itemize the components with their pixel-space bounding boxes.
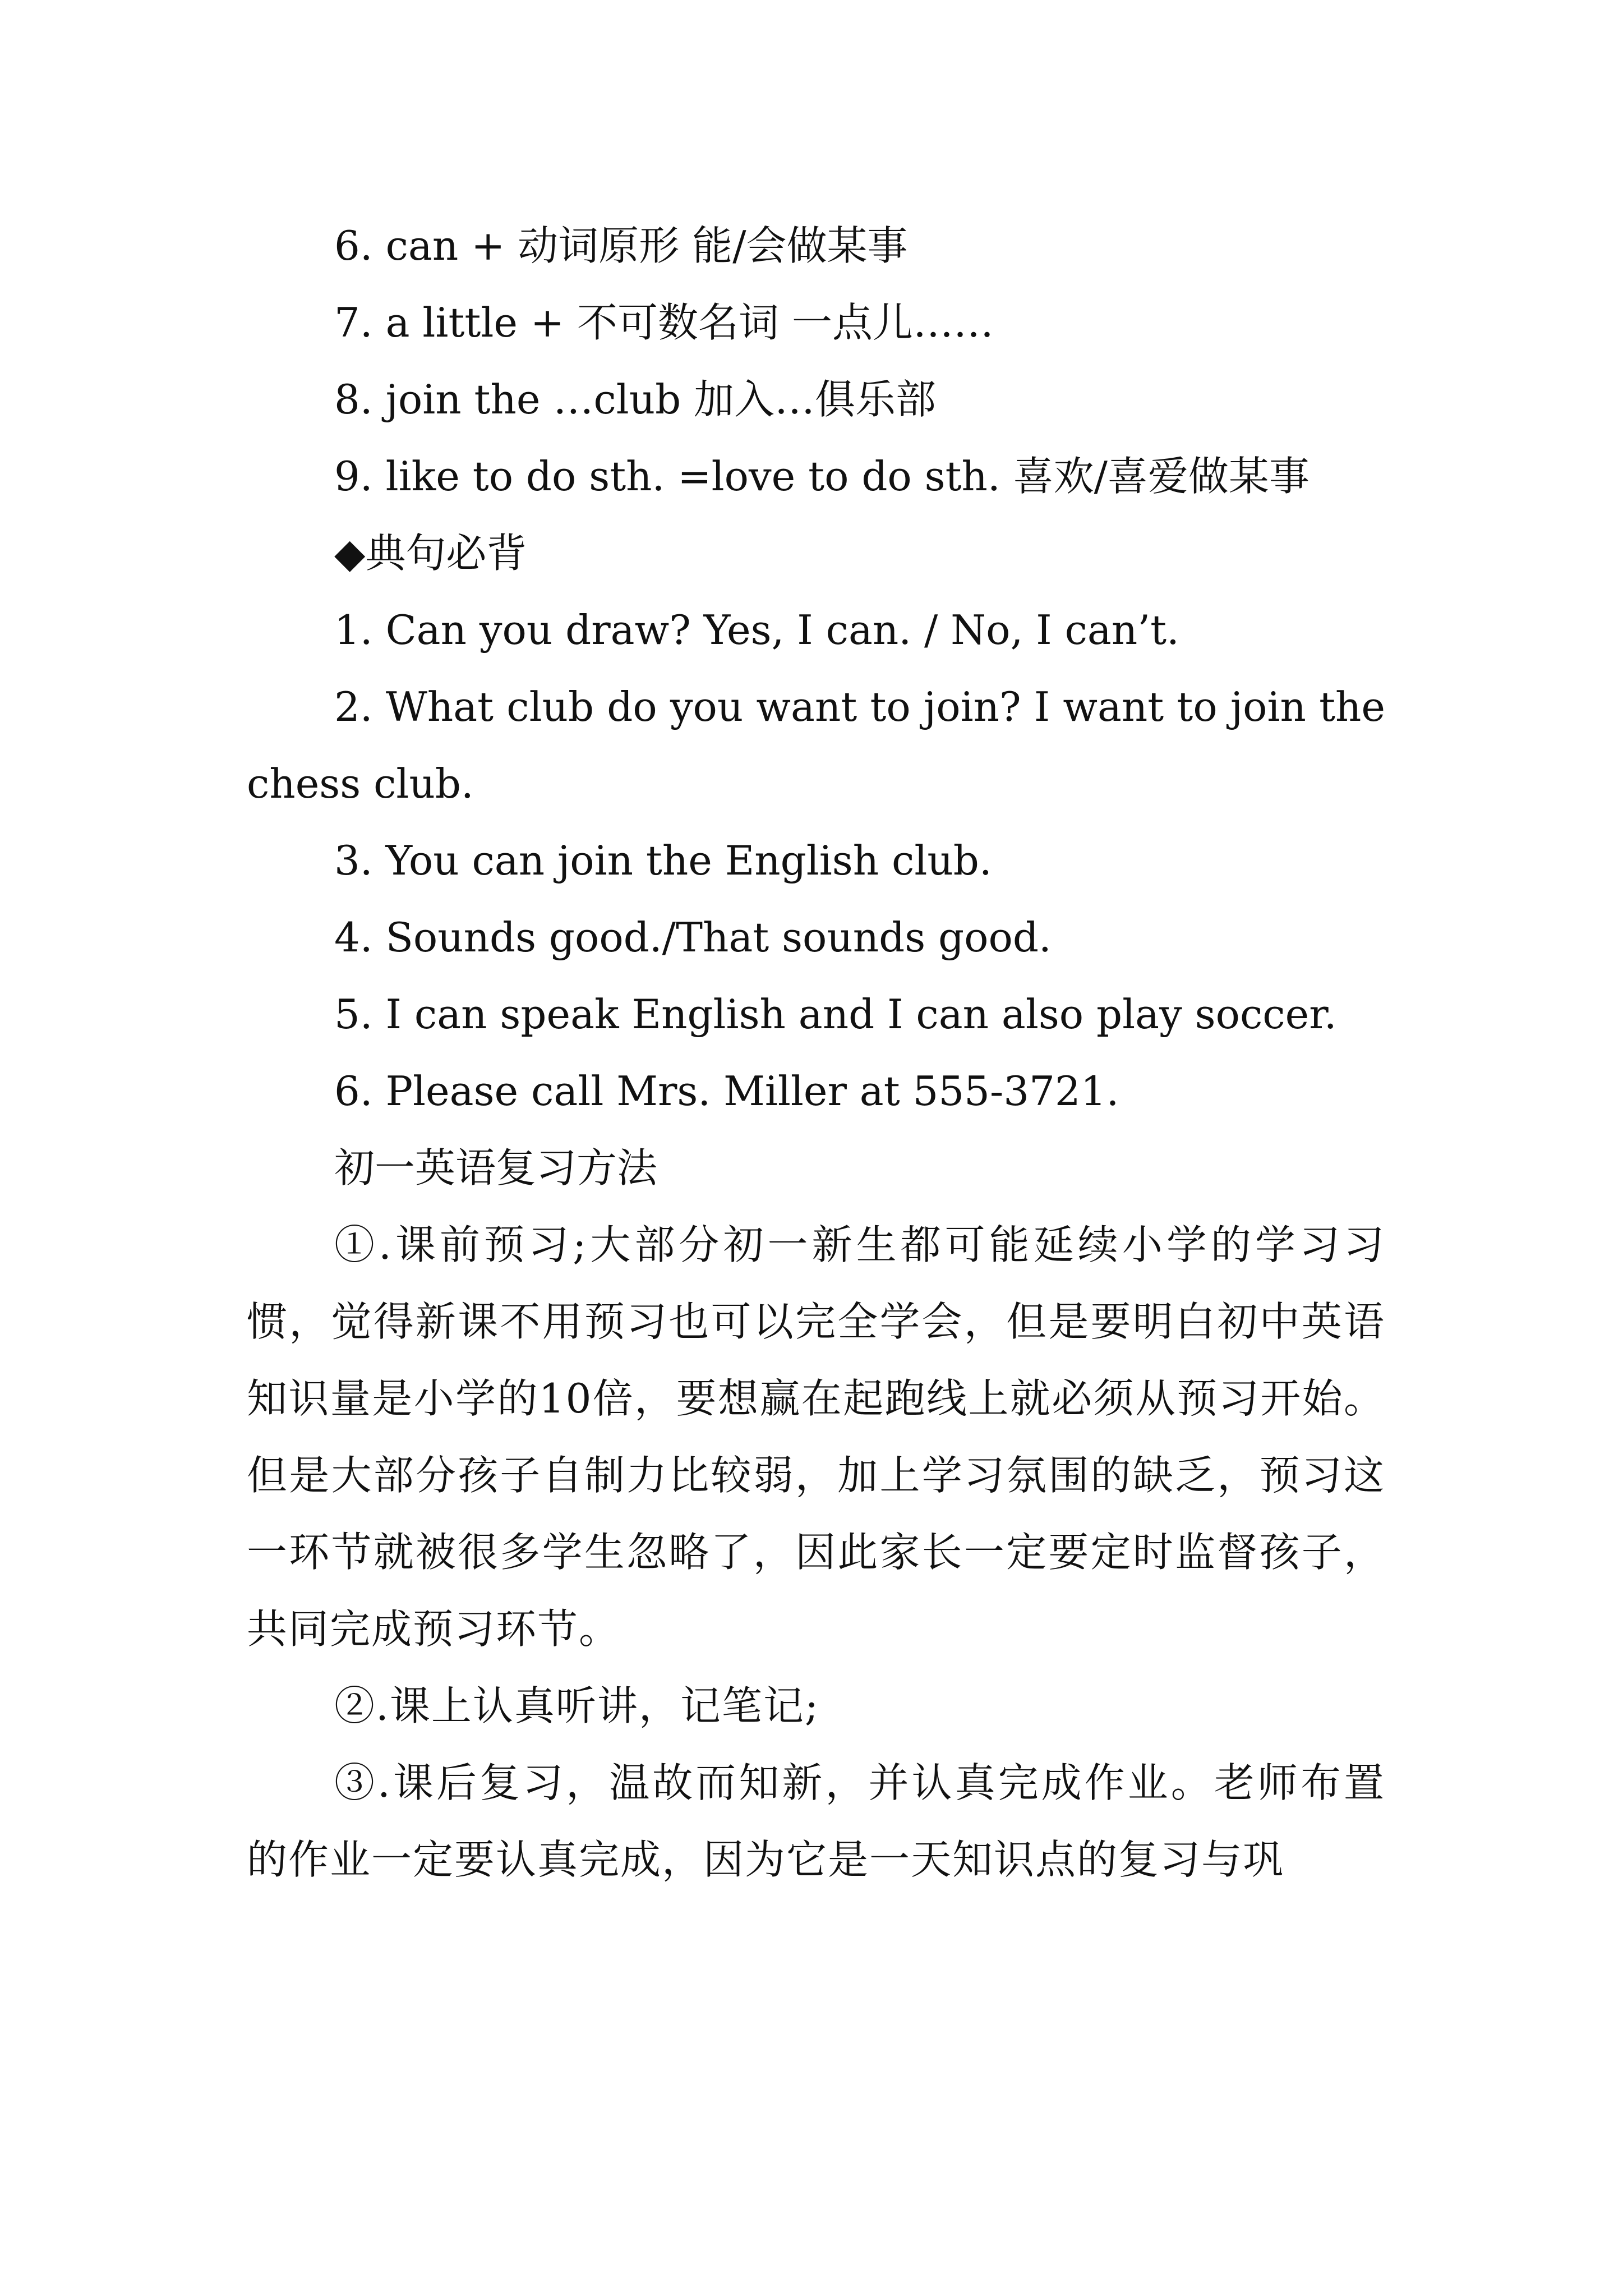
phrase-line-9: 9. like to do sth. =love to do sth. 喜欢/喜爱做某事 <box>334 453 1310 500</box>
sentence-5: 5. I can speak English and I can also play soccer. <box>334 991 1337 1038</box>
method-1-paragraph: ①.课前预习;大部分初一新生都可能延续小学的学习习惯，觉得新课不用预习也可以完全学会，但是要明白初中英语知识量是小学的10倍，要想赢在起跑线上就必须从预习开始。但是大部分孩子自制力比较弱，加上学习氛围的缺乏，预习这一环节就被很多学生忽略了，因此家长一定要定时监督孩子，共同完成预习环节。 <box>247 1221 1385 1653</box>
section-heading-key-sentences: ◆典句必背 <box>334 530 527 577</box>
document-page <box>247 208 1385 1898</box>
method-2-paragraph: ②.课上认真听讲，记笔记; <box>334 1682 820 1729</box>
phrase-line-7: 7. a little + 不可数名词 一点儿…… <box>334 299 994 346</box>
sentence-6: 6. Please call Mrs. Miller at 555-3721. <box>334 1068 1119 1115</box>
phrase-line-6: 6. can + 动词原形 能/会做某事 <box>334 222 908 269</box>
method-3-paragraph: ③.课后复习，温故而知新，并认真完成作业。老师布置的作业一定要认真完成，因为它是一天知识点的复习与巩 <box>247 1759 1385 1883</box>
sentence-2: 2. What club do you want to join? I want to join the chess club. <box>247 683 1385 807</box>
sentence-1: 1. Can you draw? Yes, I can. / No, I can’t. <box>334 606 1179 654</box>
phrase-line-8: 8. join the …club 加入…俱乐部 <box>334 376 937 423</box>
section-heading-review-methods: 初一英语复习方法 <box>334 1144 658 1191</box>
sentence-4: 4. Sounds good./That sounds good. <box>334 914 1052 961</box>
sentence-3: 3. You can join the English club. <box>334 837 992 884</box>
